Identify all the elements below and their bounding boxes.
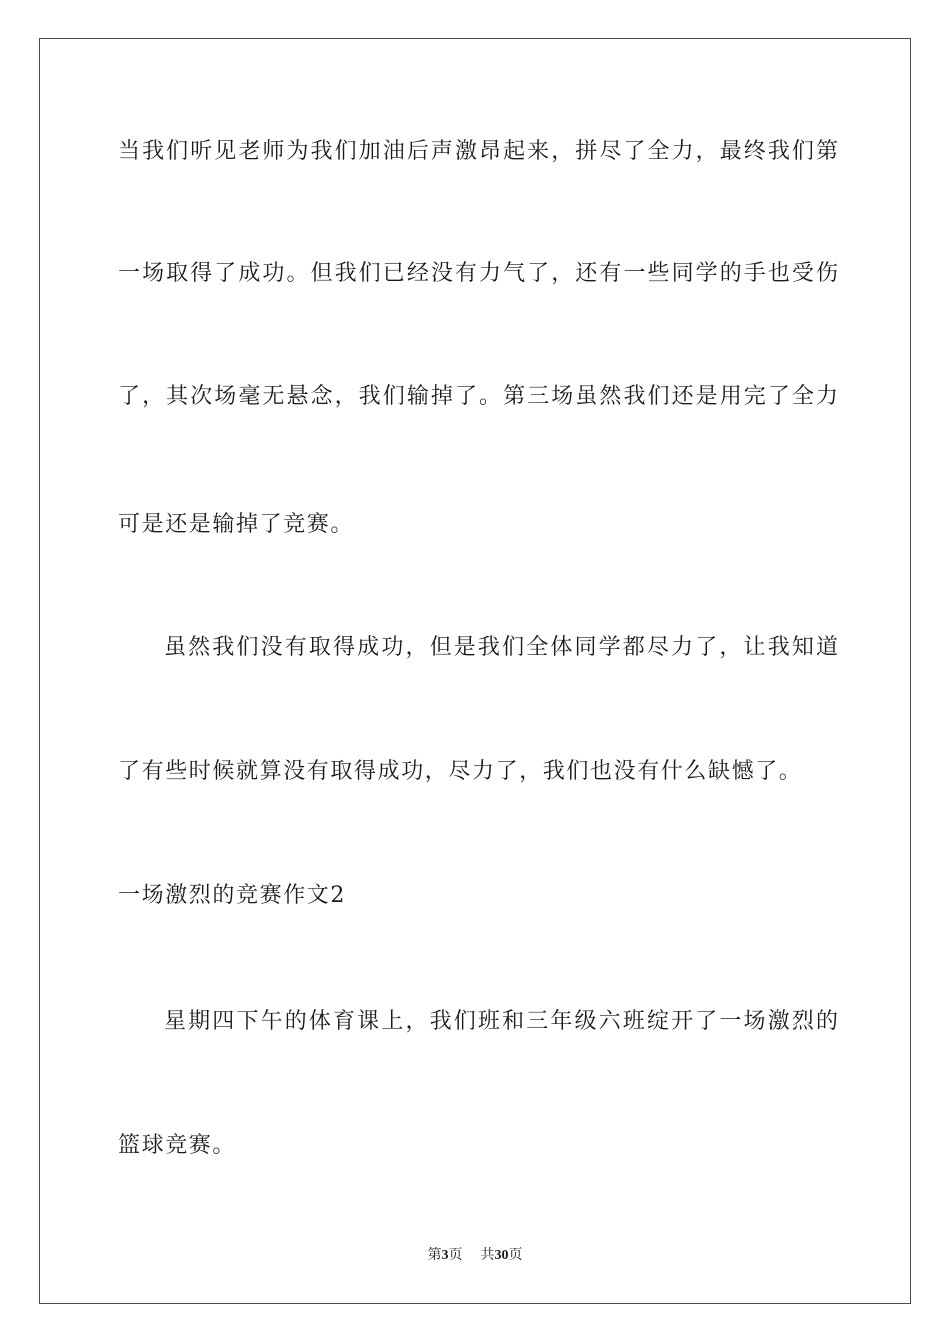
page-current: 3 — [441, 1248, 449, 1263]
page-total: 30 — [494, 1248, 509, 1263]
page-footer — [0, 1247, 950, 1265]
paragraph-line: 了，其次场毫无悬念，我们输掉了。第三场虽然我们还是用完了全力 — [118, 384, 838, 409]
page-prefix: 第 — [427, 1248, 442, 1263]
paragraph-line: 虽然我们没有取得成功，但是我们全体同学都尽力了，让我知道 — [164, 635, 838, 660]
page-border — [39, 38, 911, 1304]
page-suffix: 页 — [448, 1248, 463, 1263]
paragraph-line: 星期四下午的体育课上，我们班和三年级六班绽开了一场激烈的 — [164, 1009, 838, 1034]
paragraph-line: 当我们听见老师为我们加油后声激昂起来，拼尽了全力，最终我们第 — [118, 139, 838, 164]
total-prefix: 共 — [480, 1248, 495, 1263]
section-heading: 一场激烈的竞赛作文2 — [118, 883, 346, 908]
paragraph-line: 一场取得了成功。但我们已经没有力气了，还有一些同学的手也受伤 — [118, 261, 838, 286]
paragraph-line: 了有些时候就算没有取得成功，尽力了，我们也没有什么缺憾了。 — [118, 759, 803, 784]
paragraph-line: 篮球竞赛。 — [118, 1133, 237, 1158]
total-suffix: 页 — [508, 1248, 523, 1263]
paragraph-line: 可是还是输掉了竞赛。 — [118, 512, 355, 537]
